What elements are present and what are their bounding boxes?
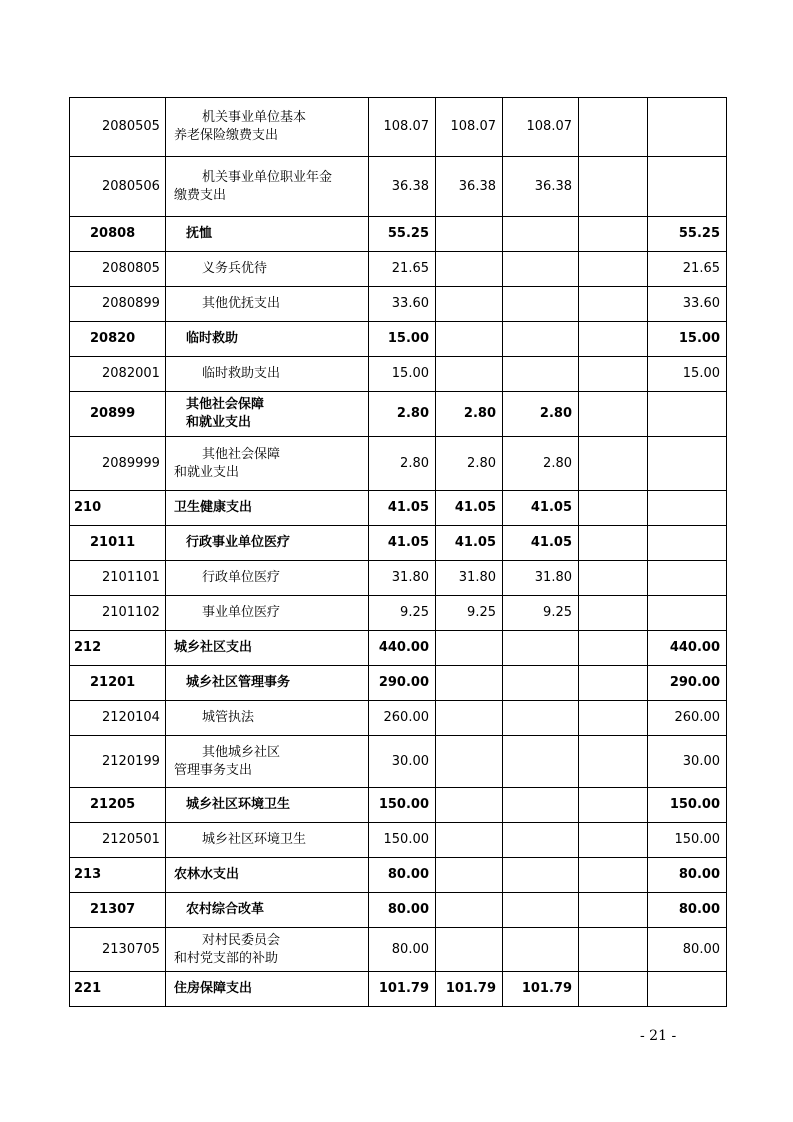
row-value-c3 [503,893,579,928]
row-value-c2: 108.07 [436,98,503,157]
row-code: 20820 [70,322,166,357]
row-name [166,357,369,392]
row-code: 20899 [70,392,166,437]
row-value-c3 [503,217,579,252]
row-value-c5: 290.00 [648,666,727,701]
row-value-c5 [648,491,727,526]
row-value-c4 [579,322,648,357]
row-code: 2080506 [70,157,166,217]
table-row [70,561,727,596]
row-code: 2080805 [70,252,166,287]
table-row [70,287,727,322]
row-value-c2 [436,893,503,928]
row-value-c3 [503,357,579,392]
row-value-c3: 2.80 [503,437,579,491]
row-name-line1: 住房保障支出 [174,981,253,996]
row-name [166,157,369,217]
row-value-c2: 101.79 [436,972,503,1007]
table-row [70,526,727,561]
row-value-c1: 36.38 [369,157,436,217]
row-value-c5: 80.00 [648,928,727,972]
row-value-c4 [579,287,648,322]
row-value-c4 [579,972,648,1007]
row-value-c4 [579,823,648,858]
row-name [166,287,369,322]
row-value-c5: 15.00 [648,322,727,357]
row-name-line1: 对村民委员会 [202,932,281,948]
row-value-c4 [579,788,648,823]
table-row [70,392,727,437]
row-value-c2: 36.38 [436,157,503,217]
row-value-c4 [579,701,648,736]
row-value-c2 [436,736,503,788]
row-code: 21011 [70,526,166,561]
row-value-c2: 41.05 [436,491,503,526]
row-name [166,596,369,631]
row-value-c2 [436,666,503,701]
row-value-c4 [579,666,648,701]
row-value-c3 [503,666,579,701]
row-name-line2: 和就业支出 [186,415,252,430]
row-code: 2120199 [70,736,166,788]
row-value-c4 [579,858,648,893]
row-value-c2: 2.80 [436,392,503,437]
table-row [70,357,727,392]
row-value-c4 [579,392,648,437]
row-value-c1: 33.60 [369,287,436,322]
table-row [70,252,727,287]
row-value-c1: 41.05 [369,491,436,526]
row-code: 21307 [70,893,166,928]
row-name [166,858,369,893]
row-value-c4 [579,98,648,157]
row-value-c3 [503,631,579,666]
row-value-c5: 260.00 [648,701,727,736]
row-name [166,98,369,157]
row-value-c5 [648,98,727,157]
row-code: 21205 [70,788,166,823]
table-row [70,98,727,157]
row-name [166,631,369,666]
row-name [166,526,369,561]
row-value-c3: 31.80 [503,561,579,596]
row-value-c3: 41.05 [503,491,579,526]
table-row [70,666,727,701]
row-value-c2 [436,287,503,322]
row-code: 2080899 [70,287,166,322]
row-name [166,823,369,858]
row-value-c5: 21.65 [648,252,727,287]
row-value-c5: 150.00 [648,823,727,858]
row-code: 2101101 [70,561,166,596]
row-name [166,252,369,287]
row-value-c4 [579,736,648,788]
row-value-c1: 2.80 [369,437,436,491]
table-row [70,491,727,526]
row-name [166,928,369,972]
row-value-c2 [436,252,503,287]
row-code: 20808 [70,217,166,252]
row-value-c1: 80.00 [369,858,436,893]
row-value-c5: 150.00 [648,788,727,823]
row-name-line1: 行政事业单位医疗 [186,535,291,550]
row-name-line1: 城乡社区管理事务 [186,675,291,690]
row-value-c1: 9.25 [369,596,436,631]
row-value-c5: 15.00 [648,357,727,392]
row-value-c2 [436,631,503,666]
row-value-c2 [436,858,503,893]
row-value-c2 [436,322,503,357]
row-name-line1: 其他城乡社区 [202,744,281,760]
row-name-line1: 城乡社区支出 [174,640,253,655]
row-value-c1: 80.00 [369,928,436,972]
row-name-line1: 抚恤 [186,226,213,241]
row-name [166,736,369,788]
row-value-c5 [648,596,727,631]
row-code: 213 [70,858,166,893]
row-value-c5 [648,157,727,217]
row-code: 2120104 [70,701,166,736]
row-value-c1: 440.00 [369,631,436,666]
row-value-c1: 15.00 [369,357,436,392]
row-value-c4 [579,357,648,392]
row-name-line1: 城乡社区环境卫生 [202,832,307,847]
row-code: 2082001 [70,357,166,392]
table-body [70,98,727,1007]
row-code: 2080505 [70,98,166,157]
row-value-c1: 21.65 [369,252,436,287]
row-value-c4 [579,491,648,526]
row-name-line1: 其他优抚支出 [202,296,281,311]
row-name [166,893,369,928]
row-value-c3: 108.07 [503,98,579,157]
table-row [70,788,727,823]
row-name [166,322,369,357]
table-row [70,322,727,357]
row-value-c1: 101.79 [369,972,436,1007]
row-value-c3 [503,252,579,287]
row-value-c1: 80.00 [369,893,436,928]
row-value-c5 [648,526,727,561]
page-number: - 21 - [640,1028,677,1044]
row-value-c2 [436,788,503,823]
table-row [70,972,727,1007]
row-name [166,217,369,252]
row-name-line2: 管理事务支出 [174,762,253,778]
row-value-c2 [436,217,503,252]
row-name-line2: 和村党支部的补助 [174,950,279,966]
row-name-line1: 行政单位医疗 [202,570,281,585]
row-value-c2: 31.80 [436,561,503,596]
row-name [166,561,369,596]
row-name-line1: 临时救助支出 [202,366,281,381]
table-row [70,217,727,252]
row-code: 210 [70,491,166,526]
row-name-line1: 其他社会保障 [202,446,281,462]
row-value-c1: 290.00 [369,666,436,701]
row-value-c2: 9.25 [436,596,503,631]
row-value-c1: 15.00 [369,322,436,357]
row-name-line1: 其他社会保障 [186,397,265,412]
row-code: 2101102 [70,596,166,631]
row-value-c2: 41.05 [436,526,503,561]
table-row [70,858,727,893]
row-name-line1: 义务兵优待 [202,261,268,276]
row-name-line1: 农林水支出 [174,867,240,882]
row-value-c5: 33.60 [648,287,727,322]
row-name [166,437,369,491]
row-value-c4 [579,437,648,491]
row-value-c3 [503,287,579,322]
row-name-line2: 养老保险缴费支出 [174,128,279,143]
row-value-c3: 2.80 [503,392,579,437]
row-name [166,701,369,736]
row-name-line1: 城管执法 [202,710,255,725]
table-row [70,893,727,928]
row-name [166,491,369,526]
row-value-c5: 55.25 [648,217,727,252]
row-value-c5: 80.00 [648,858,727,893]
row-value-c4 [579,252,648,287]
row-value-c4 [579,217,648,252]
row-name-line1: 卫生健康支出 [174,500,253,515]
row-value-c3 [503,736,579,788]
row-value-c3: 36.38 [503,157,579,217]
table-row [70,736,727,788]
row-value-c1: 30.00 [369,736,436,788]
row-value-c4 [579,893,648,928]
table-row [70,157,727,217]
row-value-c4 [579,928,648,972]
row-value-c3: 9.25 [503,596,579,631]
row-name [166,972,369,1007]
row-value-c5 [648,972,727,1007]
row-value-c1: 150.00 [369,823,436,858]
row-value-c3 [503,701,579,736]
row-name [166,788,369,823]
row-value-c3 [503,823,579,858]
row-value-c1: 55.25 [369,217,436,252]
row-value-c4 [579,157,648,217]
row-name-line1: 临时救助 [186,331,239,346]
row-name-line1: 农村综合改革 [186,902,265,917]
table-row [70,701,727,736]
budget-table [69,97,727,1007]
table-row [70,437,727,491]
row-name [166,666,369,701]
row-value-c2 [436,928,503,972]
row-value-c2 [436,701,503,736]
row-value-c2 [436,357,503,392]
table-row [70,631,727,666]
row-code: 21201 [70,666,166,701]
row-value-c2: 2.80 [436,437,503,491]
row-value-c3: 41.05 [503,526,579,561]
row-name-line1: 事业单位医疗 [202,605,281,620]
row-code: 2120501 [70,823,166,858]
row-name-line2: 缴费支出 [174,187,227,203]
row-value-c1: 108.07 [369,98,436,157]
row-name-line2: 和就业支出 [174,464,240,480]
table-row [70,823,727,858]
row-value-c5: 440.00 [648,631,727,666]
table-row [70,928,727,972]
row-name-line1: 机关事业单位职业年金 [202,169,333,185]
row-name-line1: 机关事业单位基本 [202,110,307,125]
row-value-c5 [648,392,727,437]
row-value-c4 [579,596,648,631]
row-value-c3: 101.79 [503,972,579,1007]
row-code: 2089999 [70,437,166,491]
row-value-c2 [436,823,503,858]
row-value-c5: 80.00 [648,893,727,928]
row-name [166,392,369,437]
row-value-c3 [503,322,579,357]
row-name-line1: 城乡社区环境卫生 [186,797,291,812]
table-row [70,596,727,631]
row-code: 221 [70,972,166,1007]
row-value-c1: 260.00 [369,701,436,736]
row-value-c5: 30.00 [648,736,727,788]
row-code: 212 [70,631,166,666]
row-value-c4 [579,561,648,596]
row-value-c5 [648,437,727,491]
row-value-c1: 41.05 [369,526,436,561]
row-value-c1: 150.00 [369,788,436,823]
row-value-c1: 31.80 [369,561,436,596]
row-value-c1: 2.80 [369,392,436,437]
row-value-c4 [579,631,648,666]
row-value-c3 [503,788,579,823]
row-code: 2130705 [70,928,166,972]
row-value-c3 [503,928,579,972]
row-value-c3 [503,858,579,893]
row-value-c4 [579,526,648,561]
row-value-c5 [648,561,727,596]
